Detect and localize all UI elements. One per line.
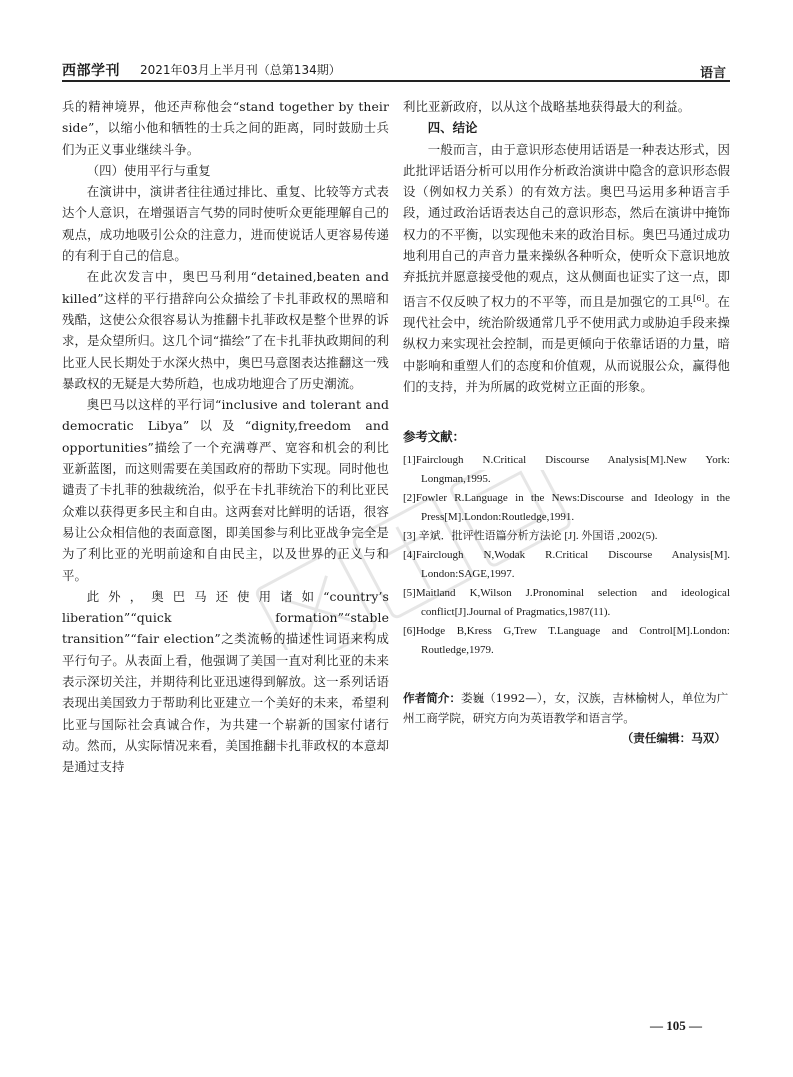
reference-item: [1]Fairclough N.Critical Discourse Analysis[M].New York: Longman,1995. [403, 454, 730, 486]
paragraph: 奥巴马以这样的平行词“inclusive and tolerant and democratic Libya”以及“dignity,freedom and opportunities”描绘了一个充满尊严、宽容和机会的利比亚新蓝图，而这则需要在美国政府的帮助下实现。同时他也谴责了卡扎菲的独裁统治，似乎在卡扎菲统治下的利比亚民众难以获得更多民主和自由。这两套对比鲜明的话语，很容易让公众相信他的表面意图，即美国参与利比亚战争完全是为了利比亚的光明前途和自由民主，以及世界的正义与和平。 [62, 397, 389, 583]
right-column [403, 96, 730, 746]
left-column [62, 96, 389, 778]
paragraph: 在演讲中，演讲者往往通过排比、重复、比较等方式表达个人意识，在增强语言气势的同时使听众更能理解自己的观点，成功地吸引公众的注意力，进而使说话人更容易传递的有利于自己的信息。 [62, 184, 389, 264]
reference-item: [6]Hodge B,Kress G,Trew T.Language and Control[M].London: Routledge,1979. [403, 625, 730, 657]
paragraph [403, 139, 730, 398]
subsection-heading: （四）使用平行与重复 [86, 162, 211, 178]
author-text: 娄巍（1992—），女，汉族，吉林榆树人，单位为广州工商学院，研究方向为英语教学和语言学。 [403, 691, 729, 726]
references-title: 参考文献： [403, 429, 465, 445]
reference-item: [3] 辛斌．批评性语篇分析方法论 [J]. 外国语 ,2002(5). [403, 530, 658, 543]
reference-item: [2]Fowler R.Language in the News:Discourse and Ideology in the Press[M].London:Routledge,1991. [403, 492, 730, 524]
journal-name: 西部学刊 [62, 63, 120, 79]
reference-item: [4]Fairclough N,Wodak R.Critical Discourse Analysis[M]. London:SAGE,1997. [403, 549, 730, 581]
page-number: — 105 — [650, 1018, 702, 1033]
section-label: 语言 [699, 66, 726, 81]
paragraph: 在此次发言中，奥巴马利用“detained,beaten and killed”这样的平行措辞向公众描绘了卡扎菲政权的黑暗和残酷，这使公众很容易认为推翻卡扎菲政权是整个世界的诉求，是众望所归。这几个词“描绘”了在卡扎菲执政期间的利比亚人民长期处于水深火热中，奥巴马意图表达推翻这一残暴政权的无疑是大势所趋，也成功地迎合了历史潮流。 [62, 269, 389, 391]
paragraph: 此外，奥巴马还使用诸如“country’s liberation”“quick formation”“stable transition”“fair election”之类流畅的描述性词语来构成平行句子。从表面上看，他强调了美国一直对利比亚的未来表示深切关注，并期待利比亚迅速得到解放。这一系列话语表现出美国致力于帮助利比亚建立一个美好的未来，希望利比亚与国际社会真诚合作，为共建一个崭新的国家付诸行动。然而，从实际情况来看，美国推翻卡扎菲政权的本意却是通过支持 [62, 588, 389, 775]
reference-item: [5]Maitland K,Wilson J.Pronominal selection and ideological conflict[J].Journal of Pragmatics,1987(11). [403, 587, 730, 619]
responsible-editor: （责任编辑：马双） [621, 731, 726, 746]
paragraph: 兵的精神境界，他还声称他会“stand together by their side”，以缩小他和牺牲的士兵之间的距离，同时鼓励士兵们为正义事业继续斗争。 [62, 99, 389, 157]
references-list [403, 451, 730, 660]
issue-info: 2021年03月上半月刊（总第134期） [140, 63, 341, 77]
paragraph-text: 一般而言，由于意识形态使用话语是一种表达形式，因此批评话语分析可以用作分析政治演讲中隐含的意识形态假设（例如权力关系）的有效方法。奥巴马运用多种语言手段，通过政治话语表达自己的意识形态，然后在演讲中掩饰权力的不平衡，以实现他未来的政治目标。奥巴马通过成功地利用自己的声音力量来操纵各种听众，使听众下意识地放弃抵抗并愿意接受他的观点，这从侧面也证实了这一点，即语言不仅反映了权力的不平等，而且是加强它的工具 [403, 141, 730, 309]
citation-marker: [6] [693, 293, 705, 303]
author-label: 作者简介： [403, 691, 461, 706]
section-heading: 四、结论 [427, 120, 478, 136]
paragraph-text: 。在现代社会中，统治阶级通常几乎不使用武力或胁迫手段来操纵权力来实现社会控制，而是更倾向于依靠话语的力量，暗中影响和重塑人们的态度和价值观，从而说服公众，赢得他们的支持，并为所属的政党树立正面的形象。 [403, 293, 730, 394]
paragraph: 利比亚新政府，以从这个战略基地获得最大的利益。 [403, 99, 691, 114]
running-header [62, 58, 730, 82]
author-bio [403, 688, 730, 728]
